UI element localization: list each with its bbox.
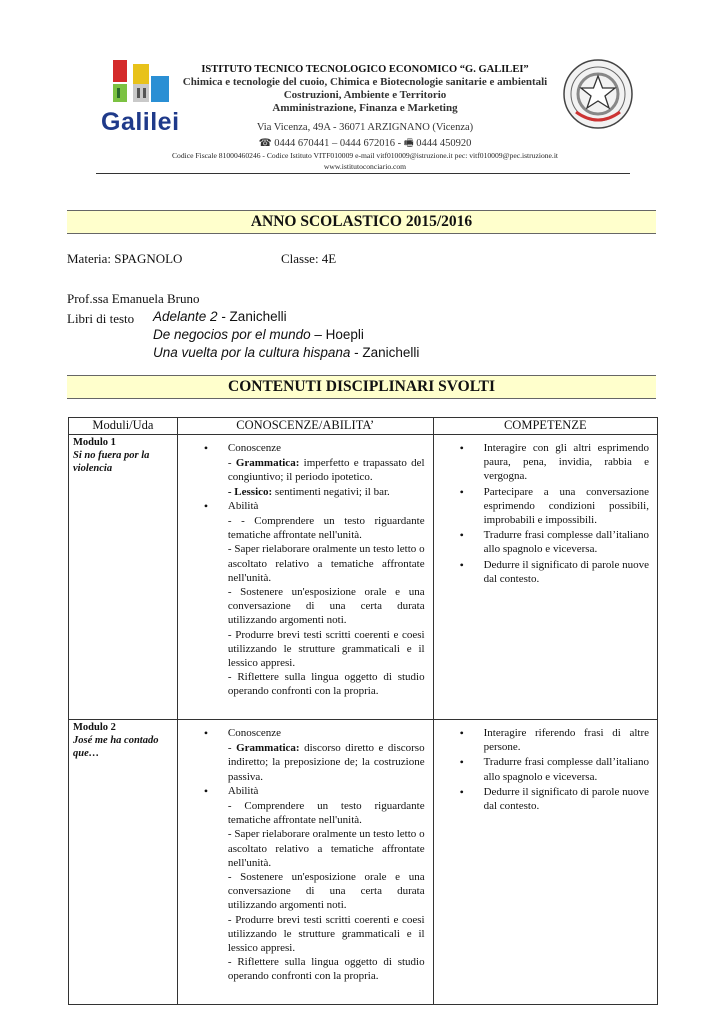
contents-table xyxy=(68,417,658,1005)
repubblica-seal-icon xyxy=(562,58,634,130)
textbook-1: Adelante 2 - Zanichelli xyxy=(153,309,287,324)
logo-wordmark: Galilei xyxy=(101,108,180,136)
knowledge-cell xyxy=(177,435,433,720)
subject: Materia: SPAGNOLO xyxy=(67,251,183,266)
header-line-1: Chimica e tecnologie del cuoio, Chimica e Biotecnologie sanitarie e ambientali xyxy=(182,76,548,88)
list-item: • Interagire riferendo frasi di altre persone. xyxy=(444,726,649,754)
module-cell xyxy=(69,720,178,1005)
module-title: José me ha contado que… xyxy=(73,735,159,759)
col-header-knowledge: CONOSCENZE/ABILITA’ xyxy=(177,418,433,435)
knowledge-cell xyxy=(177,720,433,1005)
skills-text: - Comprendere un testo riguardante tematiche affrontate nell'unità. - Saper rielaborare oralmente un testo letto o ascoltato relativo a tematiche affrontate nell'unità. - Sostenere un'esposizione orale e una conversazione di una certa durata utilizzando argomenti noti. - Produrre brevi testi scritti coerenti e coesi utilizzando le strutture grammaticali e il lessico appresi. - Riflettere sulla lingua oggetto di studio operando confronti con la propria. xyxy=(227,800,425,983)
textbooks-label: Libri di testo xyxy=(67,311,135,326)
contents-bar: CONTENUTI DISCIPLINARI SVOLTI xyxy=(67,375,656,399)
teacher: Prof.ssa Emanuela Bruno xyxy=(67,291,200,306)
header-line-2: Costruzioni, Ambiente e Territorio xyxy=(283,89,447,101)
skills-text: - - Comprendere un testo riguardante tematiche affrontate nell'unità. - Saper rielaborare oralmente un testo letto o ascoltato relativo a tematiche affrontate nell'unità. - Sostenere un'esposizione orale e una conversazione di una certa durata utilizzando argomenti noti. - Produrre brevi testi scritti coerenti e coesi utilizzando le strutture grammaticali e il lessico appresi. - Riflettere sulla lingua oggetto di studio operando confronti con la propria. xyxy=(227,515,425,698)
website: www.istitutoconciario.com xyxy=(323,162,407,171)
competences-cell xyxy=(433,435,657,720)
list-item: • Tradurre frasi complesse dall’italiano allo spagnolo e viceversa. xyxy=(444,755,649,783)
list-item: • Conoscenze xyxy=(188,726,425,740)
header-line-3: Amministrazione, Finanza e Marketing xyxy=(272,102,458,114)
phones: ☎ 0444 670441 – 0444 672016 - 🖷 0444 450920 xyxy=(258,138,472,149)
textbook-3: Una vuelta por la cultura hispana - Zanichelli xyxy=(153,345,420,360)
list-item: • Conoscenze xyxy=(188,441,425,455)
codes-line: Codice Fiscale 81000460246 - Codice Istituto VITF010009 e-mail vitf010009@istruzione.it pec: vitf010009@pec.istruzione.it xyxy=(171,151,559,160)
col-header-competences: COMPETENZE xyxy=(433,418,657,435)
list-item: • Partecipare a una conversazione esprimendo condizioni possibili, improbabili e impossibili. xyxy=(444,485,649,528)
address: Via Vicenza, 49A - 36071 ARZIGNANO (Vicenza) xyxy=(256,122,474,133)
table-header-row xyxy=(69,418,658,435)
competences-cell xyxy=(433,720,657,1005)
header-divider xyxy=(96,173,630,174)
school-year-bar: ANNO SCOLASTICO 2015/2016 xyxy=(67,210,656,234)
table-row xyxy=(69,720,658,1005)
list-item: • Dedurre il significato di parole nuove dal contesto. xyxy=(444,785,649,813)
col-header-modules: Moduli/Uda xyxy=(69,418,178,435)
list-item: • Abilità xyxy=(188,499,425,513)
list-item: • Interagire con gli altri esprimendo paura, pena, invidia, rabbia e vergogna. xyxy=(444,441,649,484)
list-item: • Dedurre il significato di parole nuove dal contesto. xyxy=(444,558,649,586)
grammar-text: - Grammatica: imperfetto e trapassato del congiuntivo; il periodo ipotetico. xyxy=(227,457,425,484)
lexicon-text: - Lessico: sentimenti negativi; il bar. xyxy=(227,485,390,498)
grammar-text: - Grammatica: discorso diretto e discorso indiretto; la preposizione de; la costruzione passiva. xyxy=(227,742,425,783)
institute-name: ISTITUTO TECNICO TECNOLOGICO ECONOMICO “G. GALILEI” xyxy=(201,64,529,75)
list-item: • Abilità xyxy=(188,784,425,798)
module-title: Si no fuera por la violencia xyxy=(73,450,150,474)
module-label: Modulo 2 xyxy=(73,722,116,733)
class: Classe: 4E xyxy=(281,251,337,266)
table-row xyxy=(69,435,658,720)
textbook-2: De negocios por el mundo – Hoepli xyxy=(153,327,364,342)
module-cell xyxy=(69,435,178,720)
module-label: Modulo 1 xyxy=(73,437,116,448)
list-item: • Tradurre frasi complesse dall’italiano allo spagnolo e viceversa. xyxy=(444,528,649,556)
